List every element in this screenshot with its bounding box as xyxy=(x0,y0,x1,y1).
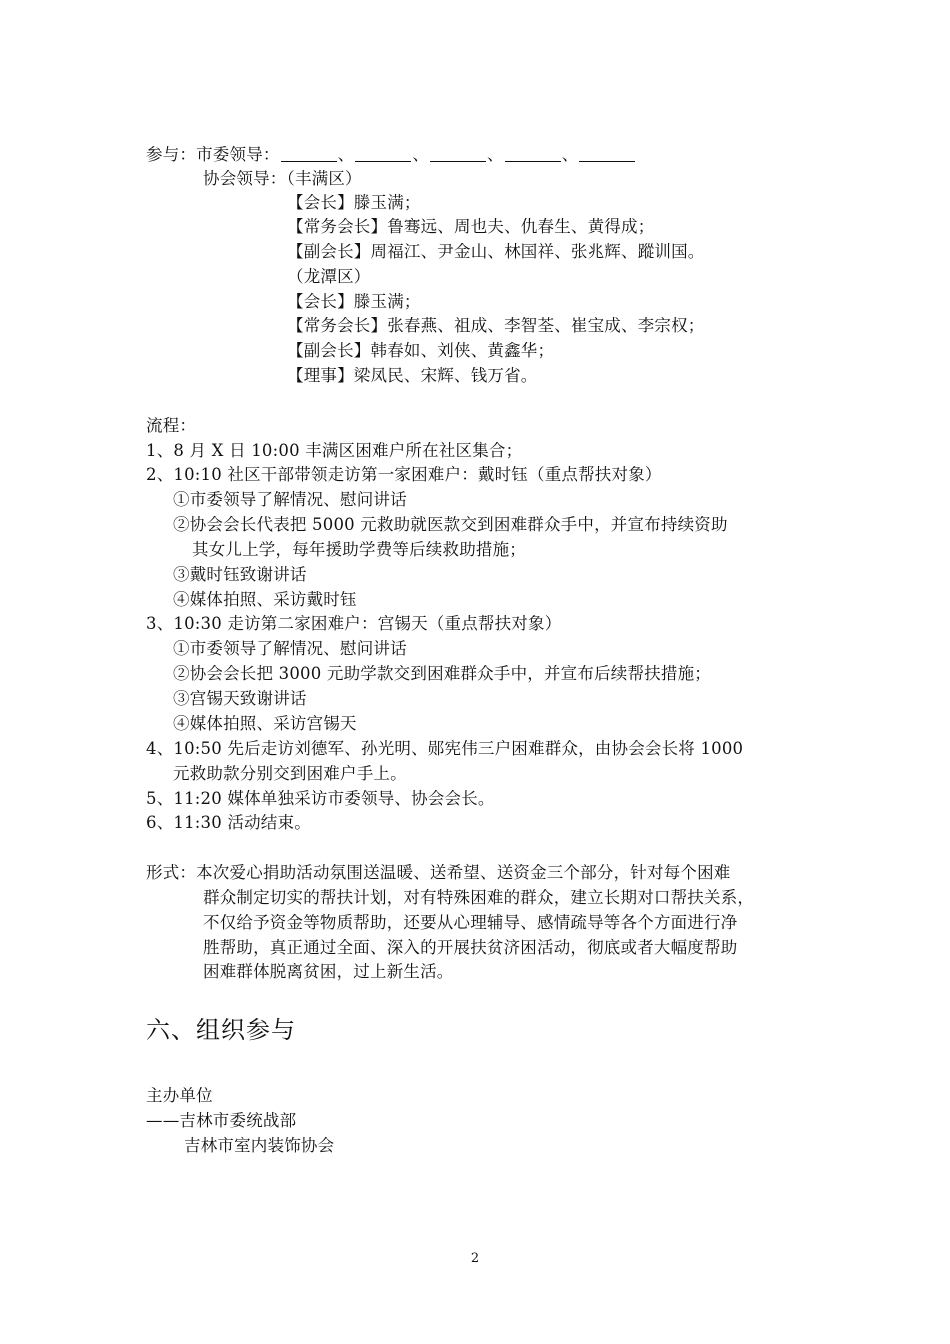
host-org: 吉林市室内装饰协会 xyxy=(184,1136,335,1155)
form-text: 困难群体脱离贫困，过上新生活。 xyxy=(203,962,454,981)
process-substep: ①市委领导了解情况、慰问讲话 xyxy=(173,639,407,658)
process-substep: ④媒体拍照、采访戴时钰 xyxy=(173,590,357,609)
blank-field xyxy=(281,143,337,162)
assoc-leaders-label: 协会领导： xyxy=(203,169,287,188)
process-step: 5、11:20 媒体单独采访市委领导、协会会长。 xyxy=(146,789,495,808)
process-step: 2、10:10 社区干部带领走访第一家困难户：戴时钰（重点帮扶对象） xyxy=(146,465,662,484)
process-substep: ③宫锡天致谢讲话 xyxy=(173,689,307,708)
process-step: 3、10:30 走访第二家困难户：宫锡天（重点帮扶对象） xyxy=(146,614,562,633)
process-substep: ②协会会长把 3000 元助学款交到困难群众手中，并宣布后续帮扶措施； xyxy=(173,664,711,683)
blank-field xyxy=(505,143,561,162)
process-substep: ②协会会长代表把 5000 元救助就医款交到困难群众手中，并宣布持续资助 xyxy=(173,515,728,534)
host-org: ——吉林市委统战部 xyxy=(146,1111,297,1130)
separator: 、 xyxy=(412,145,430,164)
section-heading: 六、组织参与 xyxy=(146,1016,296,1044)
process-step: 4、10:50 先后走访刘德军、孙光明、郧宪伟三户困难群众，由协会会长将 1000 xyxy=(146,739,744,758)
separator: 、 xyxy=(487,145,504,164)
process-substep-cont: 其女儿上学，每年援助学费等后续救助措施； xyxy=(192,540,526,559)
blank-field xyxy=(355,143,411,162)
form-text: 群众制定切实的帮扶计划，对有特殊困难的群众，建立长期对口帮扶关系， xyxy=(203,888,755,907)
form-text: 本次爱心捐助活动氛围送温暖、送希望、送资金三个部分，针对每个困难 xyxy=(196,863,731,882)
host-label: 主办单位 xyxy=(146,1086,213,1105)
separator: 、 xyxy=(337,145,355,164)
city-leaders-label: 市委领导： xyxy=(196,145,280,164)
fengman-president: 【会长】滕玉满； xyxy=(287,193,421,212)
longtan-exec-vp: 【常务会长】张春燕、祖成、李智荃、崔宝成、李宗权； xyxy=(287,316,705,335)
blank-field xyxy=(579,143,635,162)
process-step: 6、11:30 活动结束。 xyxy=(146,813,311,832)
longtan-district: （龙潭区） xyxy=(287,267,371,286)
form-line xyxy=(146,861,731,885)
longtan-director: 【理事】梁凤民、宋辉、钱万省。 xyxy=(287,366,538,385)
separator: 、 xyxy=(561,145,579,164)
form-label: 形式： xyxy=(146,863,197,882)
process-substep: ①市委领导了解情况、慰问讲话 xyxy=(173,490,407,509)
city-leaders-line xyxy=(146,143,636,167)
assoc-leaders-line xyxy=(203,167,362,191)
longtan-president: 【会长】滕玉满； xyxy=(287,292,421,311)
process-substep: ④媒体拍照、采访宫锡天 xyxy=(173,714,357,733)
fengman-district: （丰满区） xyxy=(286,169,362,188)
process-label: 流程： xyxy=(146,416,197,435)
blank-field xyxy=(430,143,486,162)
fengman-exec-vp: 【常务会长】鲁骞远、周也夫、仇春生、黄得成； xyxy=(287,217,655,236)
page-number: 2 xyxy=(470,1251,480,1266)
process-step: 1、8 月 X 日 10:00 丰满区困难户所在社区集合； xyxy=(146,441,523,460)
form-text: 胜帮助，真正通过全面、深入的开展扶贫济困活动，彻底或者大幅度帮助 xyxy=(203,938,738,957)
form-text: 不仅给予资金等物质帮助，还要从心理辅导、感情疏导等各个方面进行净 xyxy=(203,913,738,932)
participants-label: 参与： xyxy=(146,145,197,164)
longtan-vp: 【副会长】韩春如、刘侠、黄鑫华； xyxy=(287,341,555,360)
process-substep: ③戴时钰致谢讲话 xyxy=(173,565,307,584)
process-step-cont: 元救助款分别交到困难户手上。 xyxy=(173,764,407,783)
fengman-vp: 【副会长】周福江、尹金山、林国祥、张兆辉、蹤训国。 xyxy=(287,242,705,261)
